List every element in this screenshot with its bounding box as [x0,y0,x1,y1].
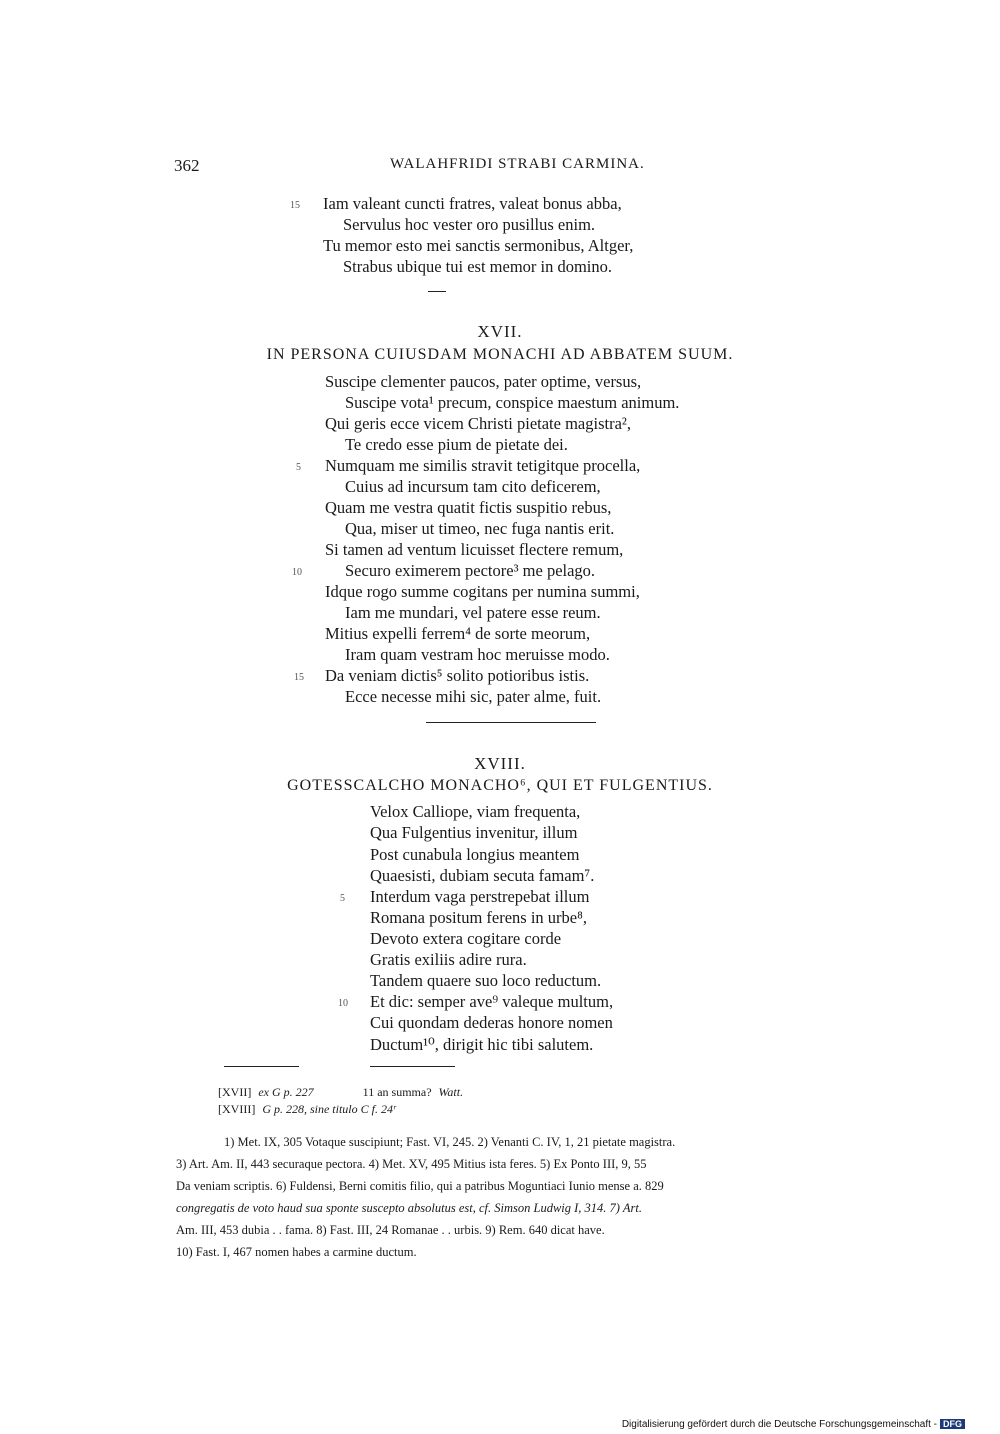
verse-line: Et dic: semper ave⁹ valeque multum, [370,992,614,1011]
footnote-line: congregatis de voto haud sua sponte suscepto absolutus est, cf. Simson Ludwig I, 314. 7) Art. [176,1201,642,1215]
verse-line: Idque rogo summe cogitans per numina summi, [325,582,640,601]
verse-line: Da veniam dictis⁵ solito potioribus istis. [325,666,590,685]
line-number: 15 [294,672,304,683]
line-number: 5 [340,893,345,904]
verse-line: Interdum vaga perstrepebat illum [370,887,590,906]
poem-title: GOTESSCALCHO MONACHO⁶, QUI ET FULGENTIUS. [287,777,713,794]
poem-title: IN PERSONA CUIUSDAM MONACHI AD ABBATEM SUUM. [266,346,734,363]
verse-line: Strabus ubique tui est memor in domino. [343,257,613,276]
verse-line: Te credo esse pium de pietate dei. [345,435,568,454]
verse-line: Romana positum ferens in urbe⁸, [370,908,587,927]
verse-line: Numquam me similis stravit tetigitque procella, [325,456,641,475]
verse-line: Suscipe vota¹ precum, conspice maestum animum. [345,393,680,412]
line-number: 10 [338,998,348,1009]
verse-line: Quaesisti, dubiam secuta famam⁷. [370,866,595,885]
running-title: WALAHFRIDI STRABI CARMINA. [390,156,645,172]
apparatus-rule [224,1066,299,1067]
verse-line: Tandem quaere suo loco reductum. [370,971,602,990]
footnote-line: 1) Met. IX, 305 Votaque suscipiunt; Fast. VI, 245. 2) Venanti C. IV, 1, 21 pietate magistra. [224,1135,676,1149]
line-number: 15 [290,200,300,211]
verse-line: Qui geris ecce vicem Christi pietate magistra², [325,414,631,433]
page-number: 362 [174,156,200,175]
apparatus-editor: Watt. [438,1085,464,1099]
line-number: 5 [296,462,301,473]
verse-line: Iam me mundari, vel patere esse reum. [345,603,601,622]
verse-line: Servulus hoc vester oro pusillus enim. [343,215,596,234]
apparatus-source: G p. 228, sine titulo C f. 24ʳ [262,1102,396,1116]
apparatus-source: ex G p. 227 [258,1085,314,1099]
verse-line: Devoto extera cogitare corde [370,929,562,948]
credit-text: Digitalisierung gefördert durch die Deutsche Forschungsgemeinschaft - [621,1419,937,1430]
verse-line: Suscipe clementer paucos, pater optime, versus, [325,372,642,391]
line-number: 10 [292,567,302,578]
apparatus-line [218,1102,396,1117]
verse-line: Securo eximerem pectore³ me pelago. [345,561,596,580]
footnote-line: 3) Art. Am. II, 443 securaque pectora. 4) Met. XV, 495 Mitius ista feres. 5) Ex Ponto III, 9, 55 [176,1157,647,1171]
apparatus-line [218,1085,463,1100]
verse-line: Qua Fulgentius invenitur, illum [370,823,578,842]
poem-numeral: XVIII. [474,754,526,773]
verse-line: Iam valeant cuncti fratres, valeat bonus abba, [323,194,622,213]
verse-line: Iram quam vestram hoc meruisse modo. [345,645,610,664]
dfg-logo: DFG [940,1419,965,1429]
footnote-line: Da veniam scriptis. 6) Fuldensi, Berni comitis filio, qui a patribus Moguntiaci Iunio mense a. 829 [176,1179,664,1193]
verse-line: Si tamen ad ventum licuisset flectere remum, [325,540,624,559]
apparatus-note: 11 an summa? [362,1085,432,1099]
verse-line: Post cunabula longius meantem [370,845,580,864]
verse-line: Velox Calliope, viam frequenta, [370,802,581,821]
verse-line: Gratis exiliis adire rura. [370,950,527,969]
verse-line: Ductum¹⁰, dirigit hic tibi salutem. [370,1035,594,1054]
verse-line: Cui quondam dederas honore nomen [370,1013,613,1032]
verse-line: Tu memor esto mei sanctis sermonibus, Altger, [323,236,634,255]
verse-line: Qua, miser ut timeo, nec fuga nantis erit. [345,519,615,538]
verse-line: Quam me vestra quatit fictis suspitio rebus, [325,498,612,517]
digitization-credit [622,1419,965,1430]
section-rule [426,722,596,723]
verse-line: Cuius ad incursum tam cito deficerem, [345,477,601,496]
apparatus-rule [370,1066,455,1067]
footnote-line: Am. III, 453 dubia . . fama. 8) Fast. III, 24 Romanae . . urbis. 9) Rem. 640 dicat have. [176,1223,605,1237]
footnote-line: 10) Fast. I, 467 nomen habes a carmine ductum. [176,1245,417,1259]
verse-line: Mitius expelli ferrem⁴ de sorte meorum, [325,624,591,643]
poem-numeral: XVII. [477,322,523,341]
apparatus-poem-ref: [XVII] [218,1085,252,1099]
apparatus-poem-ref: [XVIII] [218,1102,256,1116]
short-rule [428,291,446,292]
verse-line: Ecce necesse mihi sic, pater alme, fuit. [345,687,602,706]
